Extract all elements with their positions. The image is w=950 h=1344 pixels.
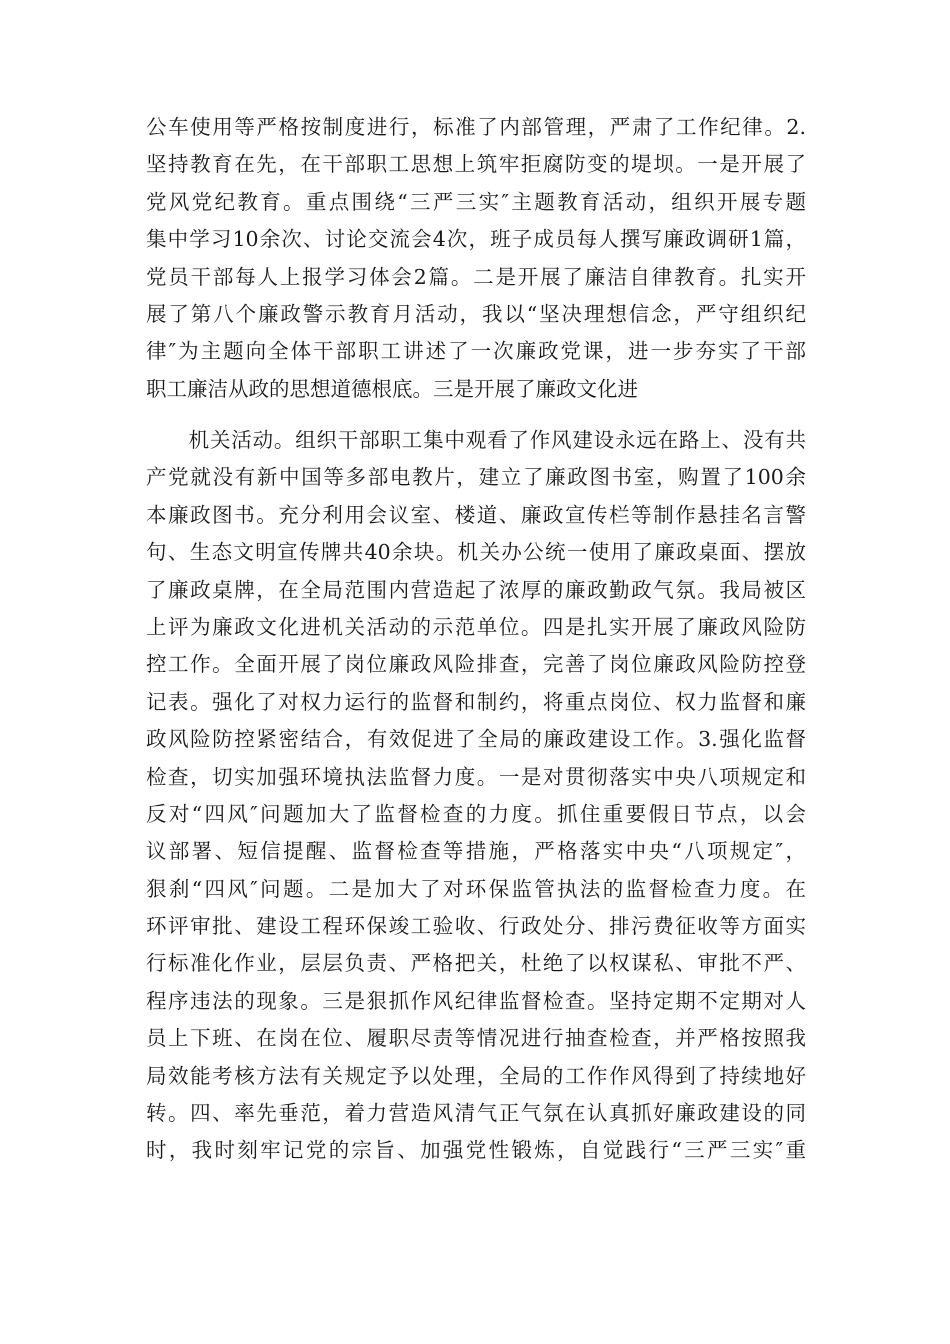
text-line: 公车使用等严格按制度进行，标准了内部管理，严肃了工作纪律。2. [146, 115, 806, 139]
text-line: 本廉政图书。充分利用会议室、楼道、廉政宣传栏等制作悬挂名言警 [146, 502, 806, 527]
text-line: 职工廉洁从政的思想道德根底。三是开展了廉政文化进 [146, 376, 638, 401]
text-line: 转。四、率先垂范，着力营造风清气正气氛在认真抓好廉政建设的同 [146, 1101, 806, 1126]
text-line: 上评为廉政文化进机关活动的示范单位。四是扎实开展了廉政风险防 [146, 614, 806, 639]
text-line: 了廉政桌牌，在全局范围内营造起了浓厚的廉政勤政气氛。我局被区 [146, 577, 806, 602]
text-line: 检查，切实加强环境执法监督力度。一是对贯彻落实中央八项规定和 [146, 764, 806, 789]
text-line: 控工作。全面开展了岗位廉政风险排查，完善了岗位廉政风险防控登 [146, 652, 806, 677]
text-line: 狠刹“四风″问题。二是加大了对环保监管执法的监督检查力度。在 [146, 876, 806, 901]
text-line: 行标准化作业，层层负责、严格把关，杜绝了以权谋私、审批不严、 [146, 951, 806, 976]
text-line: 环评审批、建设工程环保竣工验收、行政处分、排污费征收等方面实 [146, 914, 806, 939]
text-line: 局效能考核方法有关规定予以处理，全局的工作作风得到了持续地好 [146, 1063, 806, 1088]
paragraph-2 [146, 422, 806, 1170]
text-line: 党风党纪教育。重点围绕“三严三实″主题教育活动，组织开展专题 [146, 189, 806, 214]
text-line: 展了第八个廉政警示教育月活动，我以“坚决理想信念，严守组织纪 [146, 301, 806, 326]
text-line: 产党就没有新中国等多部电教片，建立了廉政图书室，购置了100余 [146, 465, 806, 490]
text-line: 议部署、短信提醒、监督检查等措施，严格落实中央“八项规定″， [146, 839, 806, 864]
paragraph-1 [146, 109, 806, 408]
text-line: 反对“四风″问题加大了监督检查的力度。抓住重要假日节点，以会 [146, 801, 806, 826]
text-line: 坚持教育在先，在干部职工思想上筑牢拒腐防变的堤坝。一是开展了 [146, 152, 806, 177]
text-line: 政风险防控紧密结合，有效促进了全局的廉政建设工作。3.强化监督 [146, 727, 806, 752]
text-line: 时，我时刻牢记党的宗旨、加强党性锻炼，自觉践行“三严三实″重 [146, 1138, 806, 1163]
text-line: 集中学习10余次、讨论交流会4次，班子成员每人撰写廉政调研1篇， [146, 227, 806, 252]
text-line: 员上下班、在岗在位、履职尽责等情况进行抽查检查，并严格按照我 [146, 1026, 806, 1051]
text-line: 机关活动。组织干部职工集中观看了作风建设永远在路上、没有共 [146, 428, 806, 452]
text-line: 记表。强化了对权力运行的监督和制约，将重点岗位、权力监督和廉 [146, 689, 806, 714]
text-line: 党员干部每人上报学习体会2篇。二是开展了廉洁自律教育。扎实开 [146, 264, 806, 289]
text-line: 律″为主题向全体干部职工讲述了一次廉政党课，进一步夯实了干部 [146, 339, 806, 364]
text-line: 句、生态文明宣传牌共40余块。机关办公统一使用了廉政桌面、摆放 [146, 540, 806, 565]
text-line: 程序违法的现象。三是狠抓作风纪律监督检查。坚持定期不定期对人 [146, 988, 806, 1013]
